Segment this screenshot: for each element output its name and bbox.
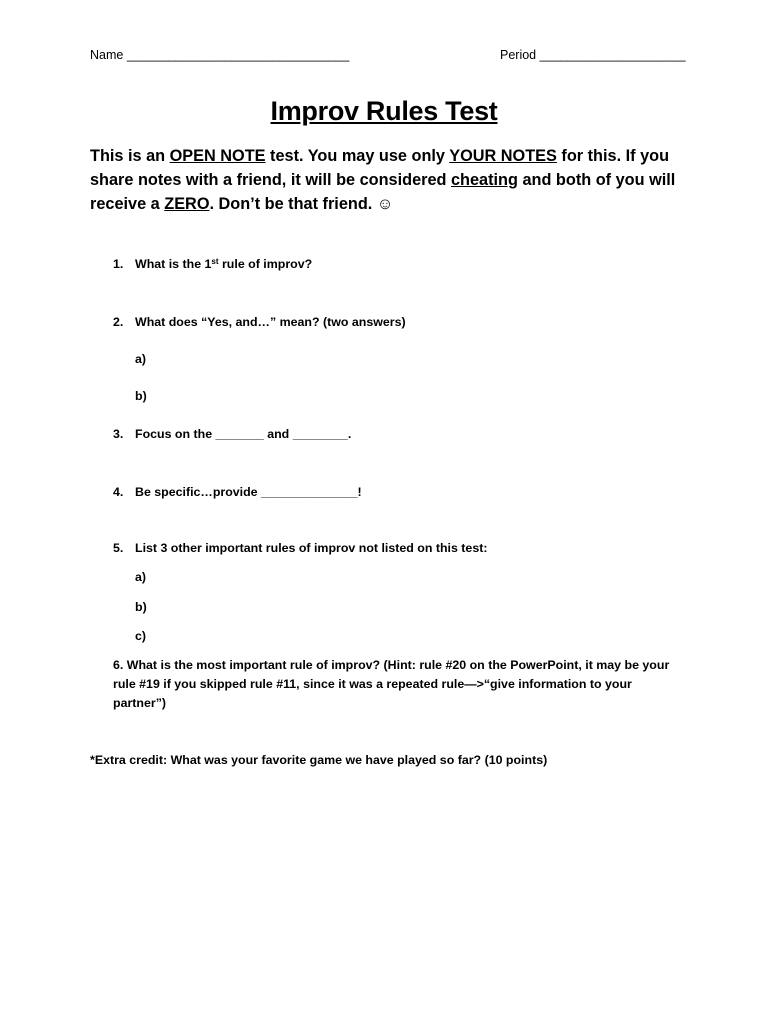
question-2-answer-a-label: a): [135, 352, 147, 366]
question-1-text-post: rule of improv?: [218, 257, 313, 271]
intro-text-3: for this. If you share notes with a friend, it will be considered: [90, 147, 670, 189]
question-2-number: 2.: [113, 315, 124, 329]
question-2-text: What does “Yes, and…” mean? (two answers): [135, 315, 406, 329]
instructions-paragraph: [90, 144, 690, 216]
question-6-text: 6. What is the most important rule of improv? (Hint: rule #20 on the PowerPoint, it may be your rule #19 if you skipped rule #11, since it was a repeated rule—>“give information to your partner”): [113, 658, 670, 710]
question-5-answer-a-label: a): [135, 570, 147, 584]
period-field-label: Period _____________________: [500, 48, 686, 62]
question-5-answer-c-label: c): [135, 629, 147, 643]
question-1-superscript: st: [211, 257, 219, 266]
question-1-number: 1.: [113, 257, 124, 271]
intro-text-2: test. You may use only: [265, 147, 450, 165]
question-5-answer-b-label: b): [135, 600, 147, 614]
your-notes-emphasis: YOUR NOTES: [449, 147, 557, 165]
page-title: Improv Rules Test: [270, 96, 498, 126]
intro-text-5: . Don’t be that friend. ☺: [209, 195, 394, 213]
question-1-text-pre: What is the 1: [135, 257, 212, 271]
cheating-emphasis: cheating: [450, 171, 518, 189]
question-3-text: Focus on the _______ and ________.: [135, 427, 352, 441]
question-5-number: 5.: [113, 541, 124, 555]
question-4-number: 4.: [113, 485, 124, 499]
zero-emphasis: ZERO: [164, 195, 210, 213]
name-field-label: Name ________________________________: [90, 48, 350, 62]
question-4-text: Be specific…provide ______________!: [135, 485, 362, 499]
question-5-text: List 3 other important rules of improv not listed on this test:: [135, 541, 488, 555]
question-2-answer-b-label: b): [135, 389, 147, 403]
extra-credit-text: *Extra credit: What was your favorite game we have played so far? (10 points): [90, 753, 548, 767]
intro-text-1: This is an: [90, 147, 170, 165]
question-1-text: [135, 257, 312, 271]
open-note-emphasis: OPEN NOTE: [169, 147, 266, 165]
question-3-number: 3.: [113, 427, 124, 441]
intro-text-4: and both of you will receive a: [90, 171, 676, 213]
